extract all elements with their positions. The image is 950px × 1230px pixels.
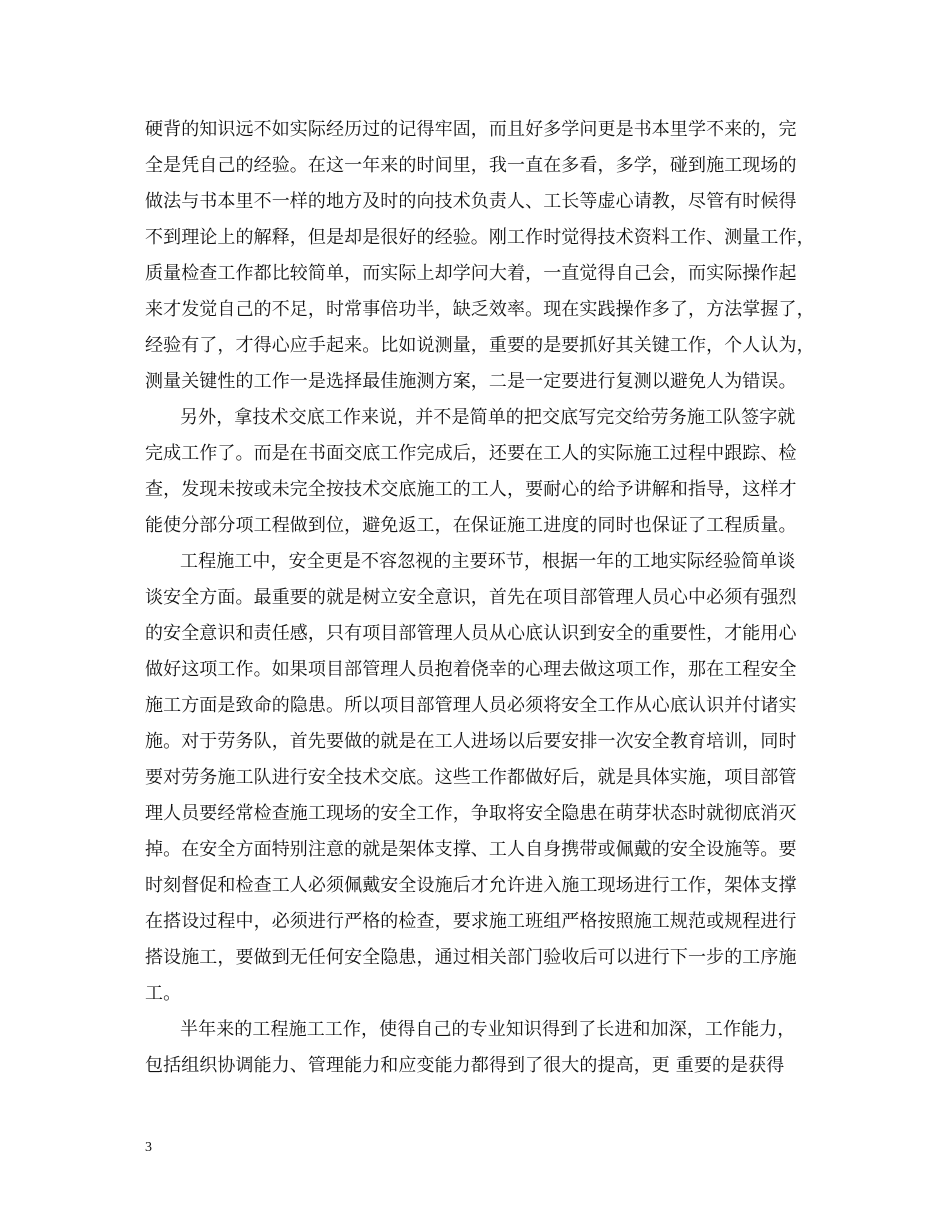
text-line: 要对劳务施工队进行安全技术交底。这些工作都做好后，就是具体实施，项目部管 (145, 767, 797, 788)
text-line: 掉。在安全方面特别注意的就是架体支撑、工人自身携带或佩戴的安全设施等。要 (145, 839, 797, 860)
text-line: 施。对于劳务队，首先要做的就是在工人进场以后要安排一次安全教育培训，同时 (145, 731, 797, 752)
paragraph-start-line: 半年来的工程施工工作，使得自己的专业知识得到了长进和加深，工作能力， (180, 1019, 796, 1040)
text-line: 全是凭自己的经验。在这一年来的时间里，我一直在多看，多学，碰到施工现场的 (145, 155, 797, 176)
page-number: 3 (145, 1140, 152, 1155)
text-line: 做法与书本里不一样的地方及时的向技术负责人、工长等虚心请教，尽管有时候得 (145, 191, 797, 212)
paragraph-start-line: 另外，拿技术交底工作来说，并不是简单的把交底写完交给劳务施工队签字就 (180, 407, 796, 428)
text-line: 时刻督促和检查工人必须佩戴安全设施后才允许进入施工现场进行工作，架体支撑 (145, 875, 797, 896)
text-line: 搭设施工，要做到无任何安全隐患，通过相关部门验收后可以进行下一步的工序施 (145, 947, 797, 968)
text-line: 测量关键性的工作一是选择最佳施测方案，二是一定要进行复测以避免人为错误。 (145, 371, 797, 392)
text-line: 的安全意识和责任感，只有项目部管理人员从心底认识到安全的重要性，才能用心 (145, 623, 797, 644)
text-line: 查，发现未按或未完全按技术交底施工的工人，要耐心的给予讲解和指导，这样才 (145, 479, 797, 500)
text-line: 不到理论上的解释，但是却是很好的经验。刚工作时觉得技术资料工作、测量工作， (145, 227, 815, 248)
text-line: 来才发觉自己的不足，时常事倍功半，缺乏效率。现在实践操作多了，方法掌握了， (145, 299, 815, 320)
text-line: 谈安全方面。最重要的就是树立安全意识，首先在项目部管理人员心中必须有强烈 (145, 587, 797, 608)
text-line: 施工方面是致命的隐患。所以项目部管理人员必须将安全工作从心底认识并付诸实 (145, 695, 797, 716)
paragraph-start-line: 工程施工中，安全更是不容忽视的主要环节，根据一年的工地实际经验简单谈 (180, 551, 796, 572)
text-line: 包括组织协调能力、管理能力和应变能力都得到了很大的提高，更 重要的是获得 (145, 1055, 785, 1076)
text-line: 做好这项工作。如果项目部管理人员抱着侥幸的心理去做这项工作，那在工程安全 (145, 659, 797, 680)
text-line: 在搭设过程中，必须进行严格的检查，要求施工班组严格按照施工规范或规程进行 (145, 911, 797, 932)
text-line: 能使分部分项工程做到位，避免返工，在保证施工进度的同时也保证了工程质量。 (145, 515, 797, 536)
text-line: 硬背的知识远不如实际经历过的记得牢固，而且好多学问更是书本里学不来的，完 (145, 119, 797, 140)
text-line: 经验有了，才得心应手起来。比如说测量，重要的是要抓好其关键工作，个人认为， (145, 335, 815, 356)
text-line: 理人员要经常检查施工现场的安全工作，争取将安全隐患在萌芽状态时就彻底消灭 (145, 803, 797, 824)
text-line: 完成工作了。而是在书面交底工作完成后，还要在工人的实际施工过程中跟踪、检 (145, 443, 797, 464)
text-line: 质量检查工作都比较简单，而实际上却学问大着，一直觉得自己会，而实际操作起 (145, 263, 797, 284)
text-line: 工。 (145, 983, 182, 1004)
